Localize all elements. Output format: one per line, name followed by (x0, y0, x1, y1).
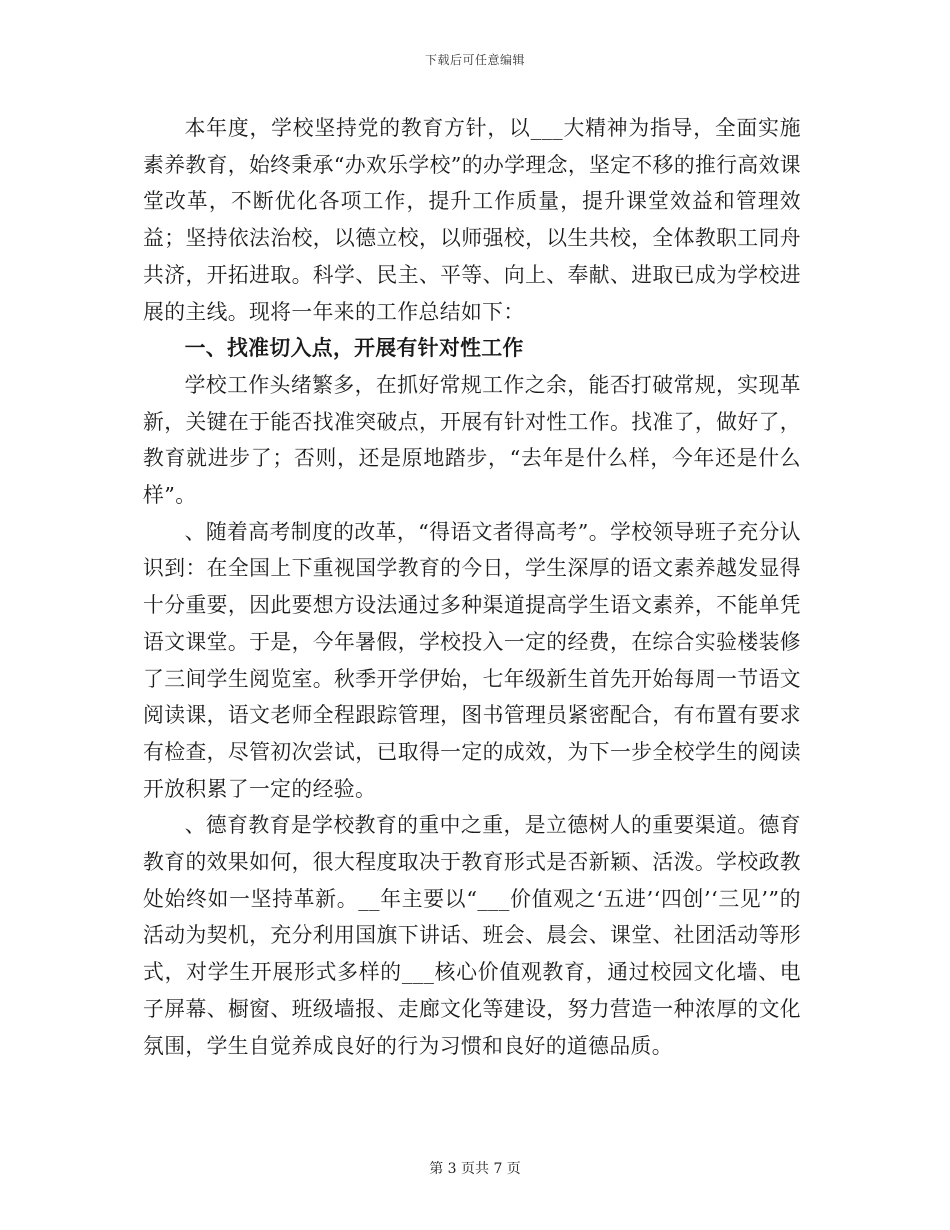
page-number-footer: 第 3 页共 7 页 (429, 1161, 521, 1177)
section-1-paragraph-1: 学校工作头绪繁多，在抓好常规工作之余，能否打破常规，实现革新，关键在于能否找准突破点，开展有针对性工作。找准了，做好了，教育就进步了；否则，还是原地踏步，“去年是什么样，今年还是什么样”。 (143, 372, 801, 508)
page-header-note: 下载后可任意编辑 (424, 53, 525, 67)
intro-paragraph: 本年度，学校坚持党的教育方针，以___大精神为指导，全面实施素养教育，始终秉承“办欢乐学校”的办学理念，坚定不移的推行高效课堂改革，不断优化各项工作，提升工作质量，提升课堂效益和管理效益；坚持依法治校，以德立校，以师强校，以生共校，全体教职工同舟共济，开拓进取。科学、民主、平等、向上、奉献、进取已成为学校进展的主线。现将一年来的工作总结如下： (143, 116, 801, 324)
section-1-paragraph-3: 、德育教育是学校教育的重中之重，是立德树人的重要渠道。德育教育的效果如何，很大程度取决于教育形式是否新颖、活泼。学校政教处始终如一坚持革新。__年主要以“___价值观之‘五进’‘四创’‘三见’”的活动为契机，充分利用国旗下讲话、班会、晨会、课堂、社团活动等形式，对学生开展形式多样的___核心价值观教育，通过校园文化墙、电子屏幕、橱窗、班级墙报、走廊文化等建设，努力营造一种浓厚的文化氛围，学生自觉养成良好的行为习惯和良好的道德品质。 (143, 813, 801, 1058)
section-1-paragraph-2: 、随着高考制度的改革，“得语文者得高考”。学校领导班子充分认识到：在全国上下重视国学教育的今日，学生深厚的语文素养越发显得十分重要，因此要想方设法通过多种渠道提高学生语文素养，不能单凭语文课堂。于是，今年暑假，学校投入一定的经费，在综合实验楼装修了三间学生阅览室。秋季开学伊始，七年级新生首先开始每周一节语文阅读课，语文老师全程跟踪管理，图书管理员紧密配合，有布置有要求有检查，尽管初次尝试，已取得一定的成效，为下一步全校学生的阅读开放积累了一定的经验。 (143, 519, 801, 801)
section-1-heading: 一、找准切入点，开展有针对性工作 (184, 336, 524, 361)
document-body (143, 110, 801, 1064)
